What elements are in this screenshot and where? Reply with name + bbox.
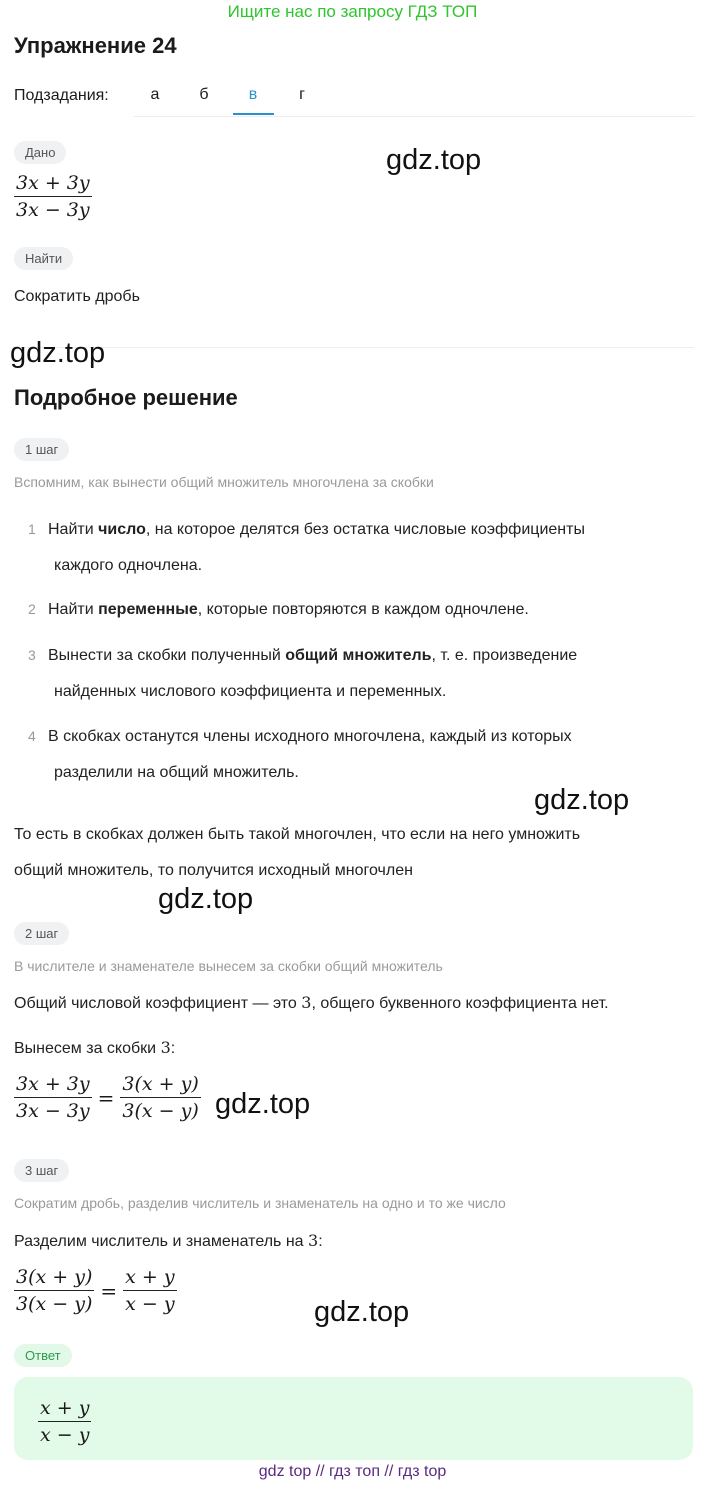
given-pill: Дано <box>14 141 66 164</box>
answer-denominator: x − y <box>38 1421 91 1446</box>
list-text: , на которое делятся без остатка числовые коэффициенты <box>145 521 585 538</box>
watermark: gdz.top <box>386 144 482 176</box>
rhs-numerator: 3(x + y) <box>122 1073 199 1095</box>
equals-sign: = <box>97 1085 115 1110</box>
find-pill: Найти <box>14 247 73 270</box>
step3-equation <box>14 1266 177 1315</box>
list-number: 1 <box>28 521 36 537</box>
equals-sign: = <box>100 1278 118 1303</box>
text: Разделим числитель и знаменатель на <box>14 1233 308 1250</box>
list-number: 2 <box>28 601 36 617</box>
list-text: Найти <box>48 601 99 618</box>
search-banner: Ищите нас по запросу ГДЗ ТОП <box>227 2 478 21</box>
step1-hint: Вспомним, как вынести общий множитель многочлена за скобки <box>14 474 434 490</box>
text: : <box>318 1233 323 1250</box>
list-bold: переменные <box>98 601 198 618</box>
find-text: Сократить дробь <box>14 288 140 305</box>
math-number: 3 <box>160 1038 171 1057</box>
watermark: gdz.top <box>314 1296 410 1328</box>
tab-g[interactable]: г <box>299 86 305 103</box>
given-fraction <box>14 172 92 221</box>
list-number: 3 <box>28 647 36 663</box>
step1-pill: 1 шаг <box>14 438 69 461</box>
answer-numerator: x + y <box>40 1397 90 1419</box>
list-item <box>28 511 688 584</box>
list-item <box>28 591 688 628</box>
step2-pill: 2 шаг <box>14 922 69 945</box>
step3-hint: Сократим дробь, разделив числитель и знаменатель на одно и то же число <box>14 1195 506 1211</box>
list-number: 4 <box>28 728 36 744</box>
rhs-denominator: x − y <box>123 1290 176 1315</box>
list-text: , т. е. произведение <box>431 647 578 664</box>
tab-b[interactable]: б <box>199 86 209 103</box>
text: Общий числовой коэффициент — это <box>14 995 302 1012</box>
page-title: Упражнение 24 <box>14 33 177 58</box>
lhs-denominator: 3x − 3y <box>14 1097 92 1122</box>
list-bold: число <box>98 521 146 538</box>
step2-text1 <box>14 993 609 1013</box>
text: Вынесем за скобки <box>14 1040 161 1057</box>
list-text: Найти <box>48 521 99 538</box>
list-continuation: разделили на общий множитель. <box>54 764 299 781</box>
list-bold: общий множитель <box>285 647 432 664</box>
answer-pill: Ответ <box>14 1344 72 1367</box>
watermark: gdz.top <box>215 1088 311 1120</box>
step2-hint: В числителе и знаменателе вынесем за скобки общий множитель <box>14 958 443 974</box>
step2-equation <box>14 1073 201 1122</box>
text: : <box>170 1040 176 1057</box>
step2-text2 <box>14 1038 175 1058</box>
tab-a[interactable]: а <box>150 86 160 103</box>
given-numerator: 3x + 3y <box>16 172 90 194</box>
subtasks-tabs <box>134 78 694 117</box>
lhs-denominator: 3(x − y) <box>14 1290 94 1315</box>
watermark: gdz.top <box>158 883 254 915</box>
divider <box>14 347 694 348</box>
answer-box <box>14 1377 693 1460</box>
list-text: , которые повторяются в каждом одночлене. <box>197 601 529 618</box>
math-number: 3 <box>308 1231 319 1250</box>
step3-text <box>14 1231 323 1251</box>
list-continuation: каждого одночлена. <box>54 557 203 574</box>
watermark: gdz.top <box>10 337 106 369</box>
step3-pill: 3 шаг <box>14 1159 69 1182</box>
list-item <box>28 718 688 791</box>
rhs-numerator: x + y <box>125 1266 175 1288</box>
given-denominator: 3x − 3y <box>14 196 92 221</box>
list-text: В скобках останутся члены исходного многочлена, каждый из которых <box>48 728 572 745</box>
subtasks-label: Подзадания: <box>14 87 109 104</box>
tab-v[interactable]: в <box>248 86 258 103</box>
lhs-numerator: 3x + 3y <box>16 1073 90 1095</box>
solution-title: Подробное решение <box>14 385 238 410</box>
watermark: gdz.top <box>534 784 630 816</box>
list-continuation: найденных числового коэффициента и переменных. <box>54 683 447 700</box>
text: , общего буквенного коэффициента нет. <box>311 995 609 1012</box>
step1-note-line2: общий множитель, то получится исходный многочлен <box>14 862 413 879</box>
active-tab-indicator <box>233 113 274 115</box>
footer-links[interactable]: gdz top // гдз топ // гдз top <box>258 1463 447 1480</box>
math-number: 3 <box>301 993 312 1012</box>
lhs-numerator: 3(x + y) <box>16 1266 93 1288</box>
list-item <box>28 637 688 710</box>
list-text: Вынести за скобки полученный <box>48 647 286 664</box>
step1-note-line1: То есть в скобках должен быть такой многочлен, что если на него умножить <box>14 826 581 843</box>
rhs-denominator: 3(x − y) <box>120 1097 200 1122</box>
